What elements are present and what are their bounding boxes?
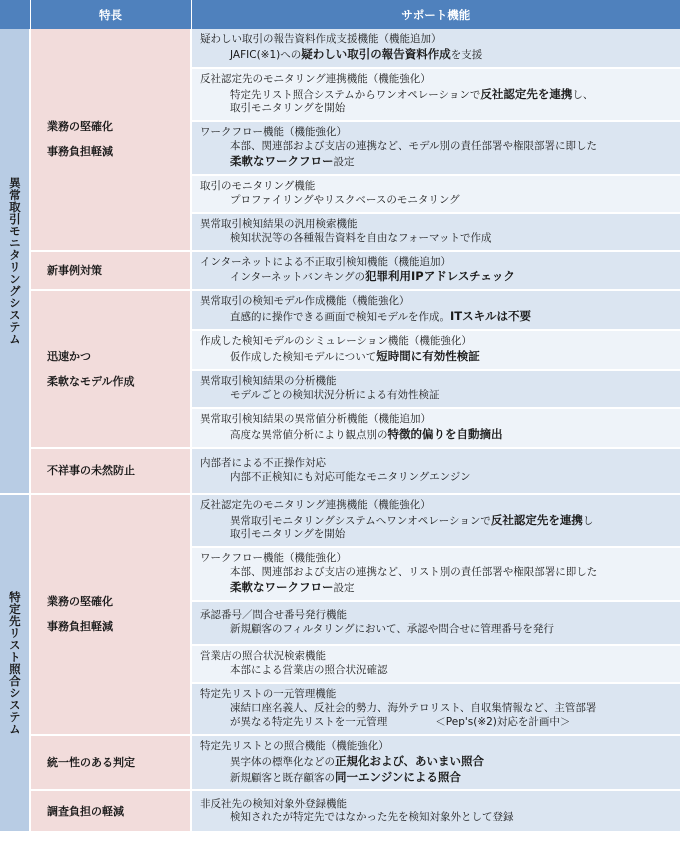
support-cell <box>191 735 680 791</box>
support-cell <box>191 601 680 645</box>
feature-cell <box>30 494 191 735</box>
emphasis-text: 柔軟なワークフロー <box>230 154 334 169</box>
support-description <box>200 427 676 443</box>
description-text: 本部による営業店の照合状況確認 <box>230 663 388 676</box>
description-text: 直感的に操作できる画面で検知モデルを作成。 <box>230 311 450 324</box>
support-description <box>200 232 676 246</box>
support-description <box>200 389 676 403</box>
support-cell <box>191 408 680 448</box>
support-description <box>200 702 676 716</box>
support-description <box>200 269 676 285</box>
support-title: 疑わしい取引の報告資料作成支援機能（機能追加） <box>200 33 442 45</box>
description-text: 取引モニタリングを開始 <box>230 528 346 541</box>
table-row <box>0 251 680 291</box>
emphasis-text: 疑わしい取引の報告資料作成 <box>301 46 451 61</box>
support-title: 取引のモニタリング機能 <box>200 179 316 192</box>
support-title: 非反社先の検知対象外登録機能 <box>200 797 347 810</box>
description-text: 凍結口座名義人、反社会的勢力、海外テロリスト、自収集情報など、主管部署 <box>230 701 597 714</box>
description-text: 取引モニタリングを開始 <box>230 102 346 115</box>
support-description <box>200 194 676 208</box>
feature-label: 新事例対策 <box>47 263 102 277</box>
support-cell <box>191 683 680 735</box>
support-title: 営業店の照合状況検索機能 <box>200 650 326 663</box>
emphasis-text: 反社認定先を連携 <box>480 86 573 101</box>
support-cell <box>191 290 680 330</box>
feature-label: 統一性のある判定 <box>47 756 135 770</box>
support-description <box>200 566 676 580</box>
support-title: 異常取引検知結果の異常値分析機能（機能追加） <box>200 412 431 425</box>
support-description <box>200 309 676 325</box>
support-title: ワークフロー機能（機能強化） <box>200 126 347 139</box>
description-text: インターネットバンキングの <box>230 271 366 284</box>
description-text: 検知されたが特定先ではなかった先を検知対象外として登録 <box>230 811 514 824</box>
header-row <box>0 0 680 29</box>
support-description <box>200 471 676 485</box>
support-cell <box>191 121 680 175</box>
description-text: を支援 <box>450 48 483 61</box>
support-cell <box>191 494 680 548</box>
support-description <box>200 716 676 730</box>
feature-cell <box>30 735 191 791</box>
description-text: が異なる特定先リストを一元管理 <box>230 715 388 728</box>
description-text: し、 <box>572 88 594 101</box>
support-title: 異常取引検知結果の分析機能 <box>200 374 337 387</box>
feature-label: 不祥事の未然防止 <box>47 464 135 478</box>
support-description <box>200 528 676 542</box>
support-description <box>200 580 676 596</box>
support-cell <box>191 213 680 251</box>
support-description <box>200 87 676 103</box>
emphasis-text: 同一エンジンによる照合 <box>335 769 461 784</box>
support-cell <box>191 448 680 494</box>
support-cell <box>191 251 680 291</box>
description-text: 異常取引モニタリングシステムへワンオペレーションで <box>230 514 491 527</box>
table-row <box>0 494 680 548</box>
description-text: 設定 <box>333 582 355 595</box>
description-text: 設定 <box>333 156 355 169</box>
description-text: モデルごとの検知状況分析による有効性検証 <box>230 388 440 401</box>
system-name: 特定先リスト照合システム <box>7 591 22 736</box>
support-cell <box>191 547 680 601</box>
support-title: 異常取引検知結果の汎用検索機能 <box>200 217 358 230</box>
emphasis-text: 短時間に有効性検証 <box>376 348 480 363</box>
description-text: 本部、関連部および支店の連携など、モデル別の責任部署や権限部署に即した <box>230 140 597 153</box>
support-description <box>200 102 676 116</box>
support-cell <box>191 370 680 408</box>
emphasis-text: 正規化および、あいまい照合 <box>335 753 485 768</box>
feature-cell <box>30 448 191 494</box>
feature-cell <box>30 251 191 291</box>
support-description <box>200 140 676 154</box>
feature-cell <box>30 29 191 251</box>
support-cell <box>191 330 680 370</box>
table-row <box>0 290 680 330</box>
feature-cell <box>30 290 191 447</box>
emphasis-text: 犯罪利用IPアドレスチェック <box>365 269 515 284</box>
support-cell <box>191 175 680 213</box>
feature-label: 柔軟なモデル作成 <box>47 375 135 389</box>
support-description <box>200 754 676 770</box>
emphasis-text: 反社認定先を連携 <box>490 512 583 527</box>
feature-label: 事務負担軽減 <box>47 620 113 634</box>
header-blank <box>0 0 30 29</box>
support-description <box>200 47 676 63</box>
feature-label: 業務の堅確化 <box>47 120 113 133</box>
support-description <box>200 664 676 678</box>
support-title: インターネットによる不正取引検知機能（機能追加） <box>200 255 452 268</box>
support-description <box>200 623 676 637</box>
description-text: JAFIC(※1)への <box>230 48 302 61</box>
support-cell <box>191 790 680 832</box>
description-text: 高度な異常値分析により観点別の <box>230 428 388 441</box>
support-description <box>200 513 676 529</box>
header-support: サポート機能 <box>191 0 680 29</box>
support-title: 内部者による不正操作対応 <box>200 456 326 469</box>
table-row <box>0 448 680 494</box>
header-feature: 特長 <box>30 0 191 29</box>
support-title: 作成した検知モデルのシミュレーション機能（機能強化） <box>200 335 472 348</box>
feature-label: 業務の堅確化 <box>47 595 113 609</box>
description-text: 本部、関連部および支店の連携など、リスト別の責任部署や権限部署に即した <box>230 566 598 579</box>
table-row <box>0 29 680 68</box>
note-text: ＜Pep's(※2)対応を計画中＞ <box>435 715 571 728</box>
support-cell <box>191 68 680 122</box>
description-text: 内部不正検知にも対応可能なモニタリングエンジン <box>230 470 471 483</box>
feature-label: 事務負担軽減 <box>47 145 113 159</box>
feature-label: 迅速かつ <box>47 349 91 363</box>
emphasis-text: ITスキルは不要 <box>449 309 531 324</box>
support-cell <box>191 645 680 683</box>
support-description <box>200 349 676 365</box>
description-text: 仮作成した検知モデルについて <box>230 350 377 363</box>
emphasis-text: 特徴的偏りを自動摘出 <box>387 426 503 441</box>
description-text: 新規顧客と既存顧客の <box>230 771 335 784</box>
support-title: 反社認定先のモニタリング連携機能（機能強化） <box>200 72 431 85</box>
support-title: 反社認定先のモニタリング連携機能（機能強化） <box>200 498 431 511</box>
support-description <box>200 154 676 170</box>
support-title: 特定先リストとの照合機能（機能強化） <box>200 739 389 752</box>
support-title: 特定先リストの一元管理機能 <box>200 688 337 701</box>
system-name: 異常取引モニタリングシステム <box>7 176 22 345</box>
description-text: 特定先リスト照合システムからワンオペレーションで <box>230 88 481 101</box>
description-text: し <box>582 514 594 527</box>
support-title: 承認番号／問合せ番号発行機能 <box>200 609 347 622</box>
support-description <box>200 770 676 786</box>
support-title: 異常取引の検知モデル作成機能（機能強化） <box>200 295 410 308</box>
feature-cell <box>30 790 191 832</box>
system-name-cell <box>0 29 30 494</box>
feature-label: 調査負担の軽減 <box>47 804 124 818</box>
support-description <box>200 811 676 825</box>
support-title: ワークフロー機能（機能強化） <box>200 552 347 565</box>
table-row <box>0 790 680 832</box>
system-name-cell <box>0 494 30 833</box>
support-cell <box>191 29 680 68</box>
description-text: プロファイリングやリスクベースのモニタリング <box>230 193 460 206</box>
emphasis-text: 柔軟なワークフロー <box>230 580 334 595</box>
description-text: 検知状況等の各種報告資料を自由なフォーマットで作成 <box>230 231 492 244</box>
description-text: 新規顧客のフィルタリングにおいて、承認や問合せに管理番号を発行 <box>230 622 554 635</box>
table-row <box>0 735 680 791</box>
description-text: 異字体の標準化などの <box>230 755 335 768</box>
